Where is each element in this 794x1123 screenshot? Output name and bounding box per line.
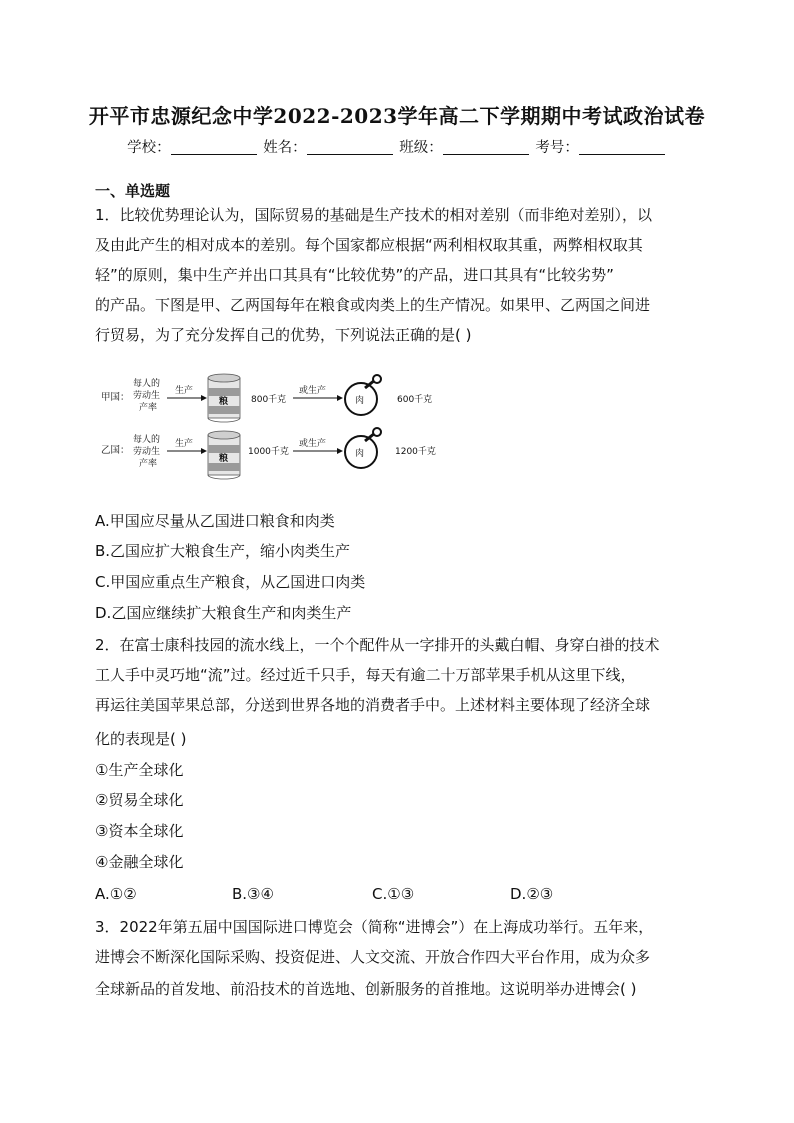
meat-icon [345, 428, 381, 468]
class-label: 班级： [399, 140, 443, 156]
row1-grain-qty: 800千克 [251, 395, 287, 405]
row1-arrowhead-1 [201, 395, 207, 401]
name-blank [307, 140, 393, 155]
row2-produce: 生产 [175, 439, 194, 449]
row1-meat-qty: 600千克 [397, 395, 433, 405]
q1-option-a: A.甲国应尽量从乙国进口粮食和肉类 [95, 512, 335, 530]
q2-line: 化的表现是( ) [95, 730, 187, 748]
q2-line: 工人手中灵巧地“流”过。经过近千只手，每天有逾二十万部苹果手机从这里下线， [95, 666, 636, 684]
q1-option-c: C.甲国应重点生产粮食，从乙国进口肉类 [95, 573, 366, 591]
q2-item: ③资本全球化 [95, 822, 184, 840]
row1-meat: 肉 [355, 396, 365, 406]
q2-option-d: D.②③ [510, 885, 554, 903]
q2-item: ④金融全球化 [95, 853, 184, 871]
q2-item: ①生产全球化 [95, 761, 184, 779]
row1-label: 每人的 [133, 379, 161, 389]
student-info-row [0, 136, 794, 157]
row2-arrowhead-2 [337, 448, 343, 454]
q1-line: 的产品。下图是甲、乙两国每年在粮食或肉类上的生产情况。如果甲、乙两国之间进 [95, 296, 651, 314]
row1-label: 劳动生 [133, 391, 161, 401]
row2-label: 产率 [139, 459, 158, 469]
row2-or-produce: 或生产 [299, 439, 327, 449]
row1-produce: 生产 [175, 386, 194, 396]
q3-line: 全球新品的首发地、前沿技术的首选地、创新服务的首推地。这说明举办进博会( ) [95, 980, 637, 998]
q2-line: 再运往美国苹果总部，分送到世界各地的消费者手中。上述材料主要体现了经济全球 [95, 696, 651, 714]
q1-option-d: D.乙国应继续扩大粮食生产和肉类生产 [95, 604, 352, 622]
q2-item: ②贸易全球化 [95, 791, 184, 809]
row1-arrowhead-2 [337, 395, 343, 401]
production-diagram [95, 370, 455, 480]
row2-country: 乙国： [101, 445, 130, 456]
row2-label: 每人的 [133, 435, 161, 445]
q2-option-a: A.①② [95, 885, 137, 903]
q1-line: 及由此产生的相对成本的差别。每个国家都应根据“两利相权取其重，两弊相权取其 [95, 236, 643, 254]
production-diagram-svg [95, 370, 455, 480]
row1-or-produce: 或生产 [299, 386, 327, 396]
name-label: 姓名： [263, 140, 307, 156]
number-blank [579, 140, 665, 155]
q1-option-b: B.乙国应扩大粮食生产，缩小肉类生产 [95, 542, 351, 560]
q2-option-c: C.①③ [372, 885, 415, 903]
row2-meat: 肉 [355, 449, 365, 459]
section-title: 一、单选题 [95, 182, 171, 200]
row2-grain: 粮 [219, 454, 229, 464]
q3-line: 进博会不断深化国际采购、投资促进、人文交流、开放合作四大平台作用，成为众多 [95, 948, 651, 966]
row1-grain: 粮 [219, 397, 229, 407]
q1-line: 1．比较优势理论认为，国际贸易的基础是生产技术的相对差别（而非绝对差别），以 [95, 206, 653, 224]
school-label: 学校： [127, 140, 171, 156]
number-label: 考号： [535, 140, 579, 156]
row1-label: 产率 [139, 403, 158, 413]
q3-line: 3．2022年第五届中国国际进口博览会（简称“进博会”）在上海成功举行。五年来， [95, 918, 654, 936]
school-blank [171, 140, 257, 155]
class-blank [443, 140, 529, 155]
page-title: 开平市忠源纪念中学2022-2023学年高二下学期期中考试政治试卷 [88, 104, 706, 128]
q2-line: 2．在富士康科技园的流水线上，一个个配件从一字排开的头戴白帽、身穿白褂的技术 [95, 636, 660, 654]
q2-option-b: B.③④ [232, 885, 274, 903]
row2-grain-qty: 1000千克 [248, 447, 289, 457]
q1-line: 行贸易，为了充分发挥自己的优势，下列说法正确的是( ) [95, 326, 472, 344]
row2-label: 劳动生 [133, 447, 161, 457]
q1-line: 轻”的原则，集中生产并出口其具有“比较优势”的产品，进口其具有“比较劣势” [95, 266, 614, 284]
meat-icon [345, 375, 381, 415]
row2-arrowhead-1 [201, 448, 207, 454]
row1-country: 甲国： [101, 392, 130, 403]
row2-meat-qty: 1200千克 [395, 447, 436, 457]
